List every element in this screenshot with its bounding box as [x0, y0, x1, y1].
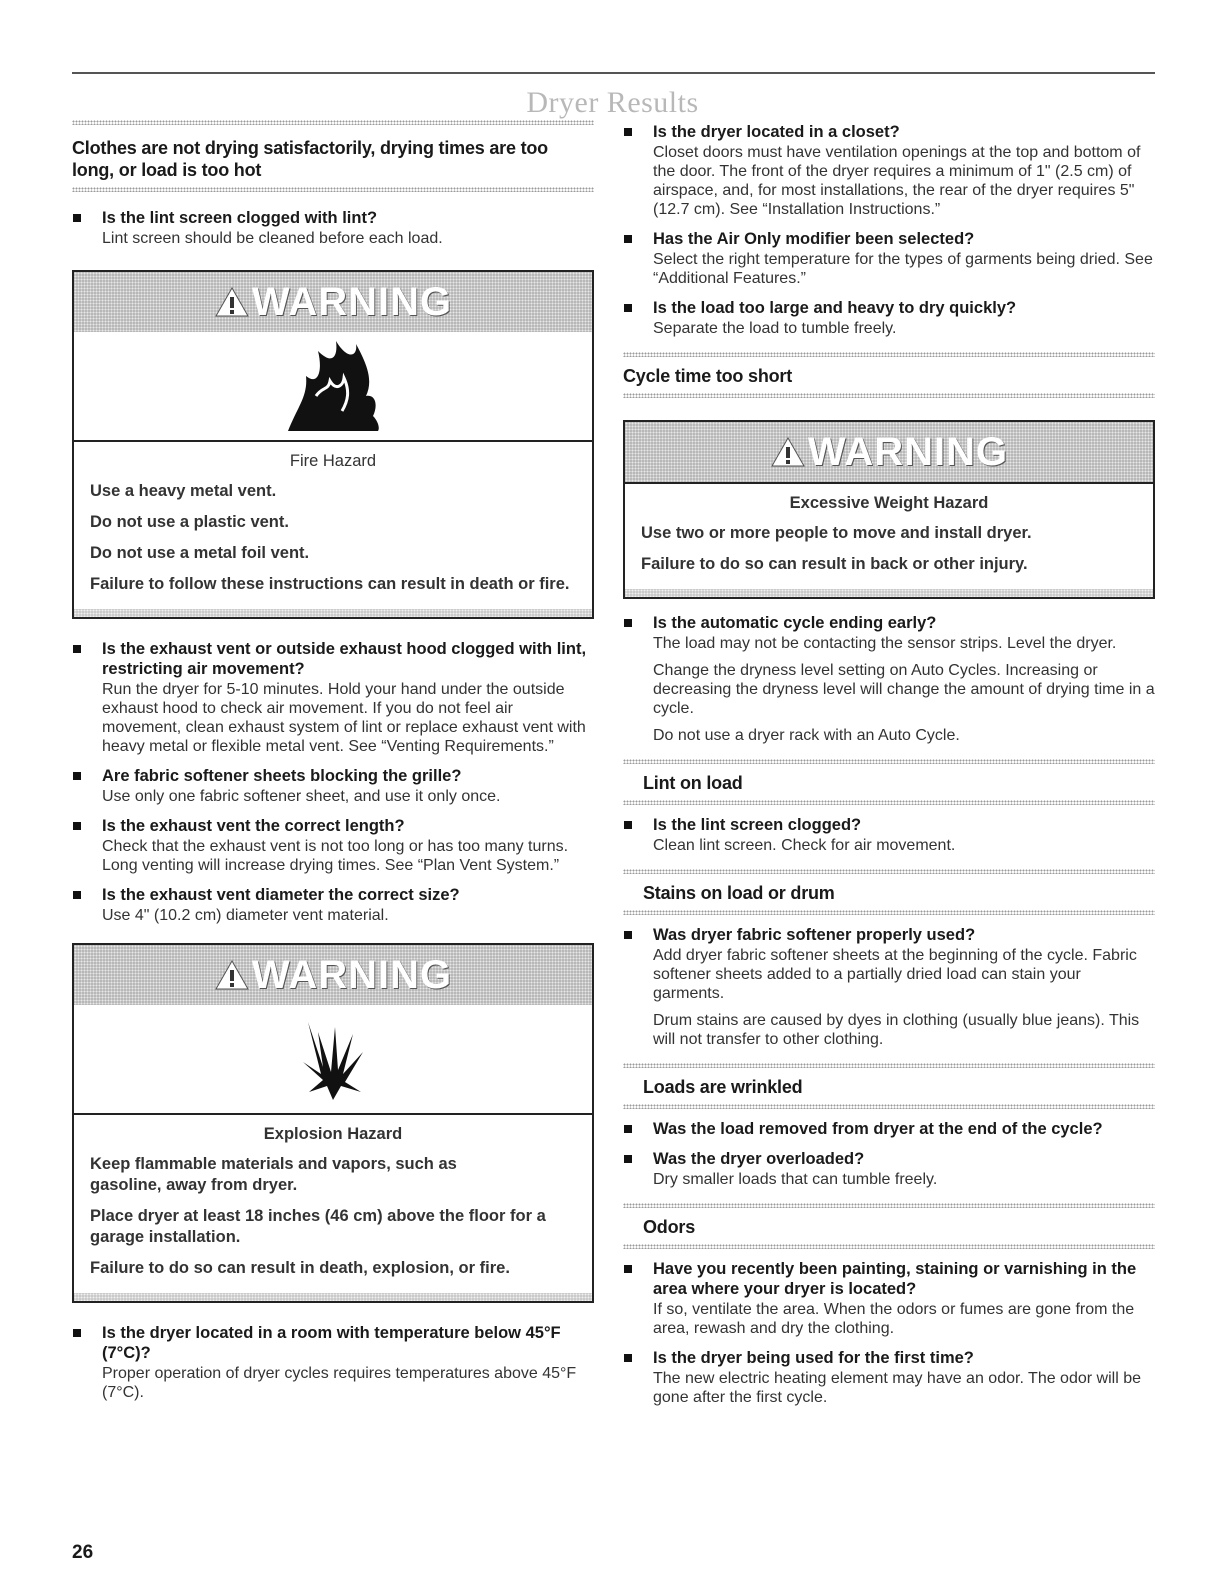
hazard-title: Explosion Hazard	[263, 1125, 403, 1143]
answer-text: Dry smaller loads that can tumble freely.	[653, 1171, 938, 1188]
warning-line: Failure to do so can result in back or other injury.	[641, 555, 1028, 573]
bullet-icon	[73, 772, 81, 780]
bullet-icon	[73, 645, 81, 653]
answer-text: Lint screen should be cleaned before each load.	[102, 230, 443, 247]
warning-banner	[74, 945, 592, 1005]
question-text: Is the exhaust vent or outside exhaust hood clogged with lint, restricting air movement?	[102, 640, 587, 678]
question-text: Is the lint screen clogged?	[653, 816, 862, 834]
answer-text: If so, ventilate the area. When the odors or fumes are gone from the area, rewash and dry the clothing.	[653, 1301, 1135, 1337]
question-text: Was dryer fabric softener properly used?	[653, 926, 976, 944]
question-load-large	[623, 298, 1155, 338]
section-title-stains: Stains on load or drum	[643, 883, 835, 903]
question-first-time	[623, 1348, 1155, 1407]
question-text: Is the dryer located in a closet?	[653, 123, 900, 141]
question-text: Has the Air Only modifier been selected?	[653, 230, 975, 248]
question-painting	[623, 1259, 1155, 1338]
hazard-title: Fire Hazard	[289, 452, 377, 470]
answer-text: Run the dryer for 5-10 minutes. Hold your hand under the outside exhaust hood to check air movement. If you do not feel air movement, clean exhaust system of lint or replace exhaust vent with heavy metal or flexible metal vent. See “Venting Requirements.”	[102, 681, 586, 755]
bullet-icon	[624, 1265, 632, 1273]
question-text: Is the dryer being used for the first time?	[653, 1349, 974, 1367]
question-text: Is the exhaust vent diameter the correct size?	[102, 886, 460, 904]
divider	[623, 1104, 1155, 1109]
question-text: Is the automatic cycle ending early?	[653, 614, 937, 632]
warning-body	[74, 442, 592, 609]
warning-footer	[74, 609, 592, 617]
question-softener-sheets	[72, 766, 594, 806]
bullet-icon	[73, 214, 81, 222]
page-title: Dryer Results	[526, 86, 699, 119]
answer-text: Add dryer fabric softener sheets at the beginning of the cycle. Fabric softener sheets added to a partially dried load can stain your garments.	[653, 947, 1137, 1002]
question-text: Was the dryer overloaded?	[653, 1150, 865, 1168]
warning-footer	[625, 589, 1153, 597]
warning-triangle-icon	[214, 286, 250, 318]
hazard-title: Excessive Weight Hazard	[789, 494, 989, 512]
right-column	[623, 122, 1155, 1417]
warning-line: Use two or more people to move and install dryer.	[641, 524, 1032, 542]
question-vent-diameter	[72, 885, 594, 925]
answer-text: Separate the load to tumble freely.	[653, 320, 897, 337]
fire-icon	[74, 332, 592, 442]
question-load-removed	[623, 1119, 1155, 1139]
bullet-icon	[624, 128, 632, 136]
warning-label: WARNING	[251, 279, 453, 324]
bullet-icon	[624, 1125, 632, 1133]
question-text: Is the load too large and heavy to dry quickly?	[653, 299, 1017, 317]
divider	[623, 800, 1155, 805]
warning-line: Failure to follow these instructions can result in death or fire.	[90, 575, 570, 593]
question-text: Have you recently been painting, staining or varnishing in the area where your dryer is located?	[653, 1260, 1137, 1298]
answer-text: The load may not be contacting the sensor strips. Level the dryer.	[653, 635, 1117, 652]
warning-line: Place dryer at least 18 inches (46 cm) above the floor for a garage installation.	[90, 1207, 546, 1246]
question-softener-used	[623, 925, 1155, 1049]
warning-banner	[74, 272, 592, 332]
divider	[623, 393, 1155, 398]
warning-line: Use a heavy metal vent.	[90, 482, 277, 500]
warning-box-explosion	[72, 943, 594, 1303]
answer-text: Use 4" (10.2 cm) diameter vent material.	[102, 907, 389, 924]
answer-text: Clean lint screen. Check for air movement.	[653, 837, 956, 854]
answer-text: Drum stains are caused by dyes in clothing (usually blue jeans). This will not transfer to other clothing.	[653, 1012, 1140, 1048]
question-closet	[623, 122, 1155, 219]
warning-box-weight	[623, 420, 1155, 599]
warning-body	[74, 1115, 592, 1293]
section-title-lint: Lint on load	[643, 773, 743, 793]
warning-line: Do not use a plastic vent.	[90, 513, 289, 531]
warning-label: WARNING	[251, 952, 453, 997]
question-text: Is the lint screen clogged with lint?	[102, 209, 378, 227]
warning-triangle-icon	[214, 959, 250, 991]
warning-line: Do not use a metal foil vent.	[90, 544, 310, 562]
answer-text: Use only one fabric softener sheet, and use it only once.	[102, 788, 501, 805]
question-text: Is the exhaust vent the correct length?	[102, 817, 405, 835]
bullet-icon	[73, 822, 81, 830]
question-lint-clogged	[623, 815, 1155, 855]
explosion-icon	[74, 1005, 592, 1115]
question-air-only	[623, 229, 1155, 288]
section-title-odors: Odors	[643, 1217, 696, 1237]
question-lint-screen	[72, 208, 594, 248]
answer-text: Check that the exhaust vent is not too long or has too many turns. Long venting will increase drying times. See “Plan Vent System.”	[102, 838, 569, 874]
warning-box-fire	[72, 270, 594, 619]
warning-body	[625, 482, 1153, 589]
answer-text: The new electric heating element may have an odor. The odor will be gone after the first cycle.	[653, 1370, 1141, 1406]
warning-line: Keep flammable materials and vapors, such as gasoline, away from dryer.	[90, 1155, 457, 1194]
divider	[623, 910, 1155, 915]
answer-text: Do not use a dryer rack with an Auto Cycle.	[653, 727, 960, 744]
divider	[72, 187, 594, 192]
bullet-icon	[624, 1354, 632, 1362]
bullet-icon	[624, 821, 632, 829]
question-room-temperature	[72, 1323, 594, 1402]
question-exhaust-clogged	[72, 639, 594, 756]
question-text: Is the dryer located in a room with temperature below 45°F (7°C)?	[102, 1324, 561, 1362]
warning-triangle-icon	[770, 436, 806, 468]
question-text: Are fabric softener sheets blocking the grille?	[102, 767, 462, 785]
bullet-icon	[73, 1329, 81, 1337]
question-cycle-ending-early	[623, 613, 1155, 745]
section-title-cycle-short: Cycle time too short	[623, 366, 793, 386]
warning-label: WARNING	[807, 429, 1009, 474]
bullet-icon	[624, 235, 632, 243]
page-number: 26	[72, 1542, 94, 1563]
question-vent-length	[72, 816, 594, 875]
warning-line: Failure to do so can result in death, explosion, or fire.	[90, 1259, 510, 1277]
section-title-wrinkled: Loads are wrinkled	[643, 1077, 803, 1097]
question-text: Was the load removed from dryer at the end of the cycle?	[653, 1120, 1103, 1138]
bullet-icon	[624, 304, 632, 312]
answer-text: Select the right temperature for the types of garments being dried. See “Additional Features.”	[653, 251, 1153, 287]
answer-text: Closet doors must have ventilation openings at the top and bottom of the door. The front of the dryer requires a minimum of 1" (2.5 cm) of airspace, and, for most installations, the rear of the dryer requires 5" (12.7 cm). See “Installation Instructions.”	[653, 144, 1141, 218]
divider	[623, 1244, 1155, 1249]
answer-text: Change the dryness level setting on Auto Cycles. Increasing or decreasing the dryness level will change the amount of drying time in a cycle.	[653, 662, 1155, 717]
warning-banner	[625, 422, 1153, 482]
warning-footer	[74, 1293, 592, 1301]
answer-text: Proper operation of dryer cycles requires temperatures above 45°F (7°C).	[102, 1365, 577, 1401]
bullet-icon	[624, 931, 632, 939]
left-column	[72, 120, 594, 1412]
bullet-icon	[624, 619, 632, 627]
top-rule	[72, 72, 1155, 74]
section-title-not-drying: Clothes are not drying satisfactorily, drying times are too long, or load is too hot	[72, 138, 548, 180]
bullet-icon	[73, 891, 81, 899]
bullet-icon	[624, 1155, 632, 1163]
question-overloaded	[623, 1149, 1155, 1189]
